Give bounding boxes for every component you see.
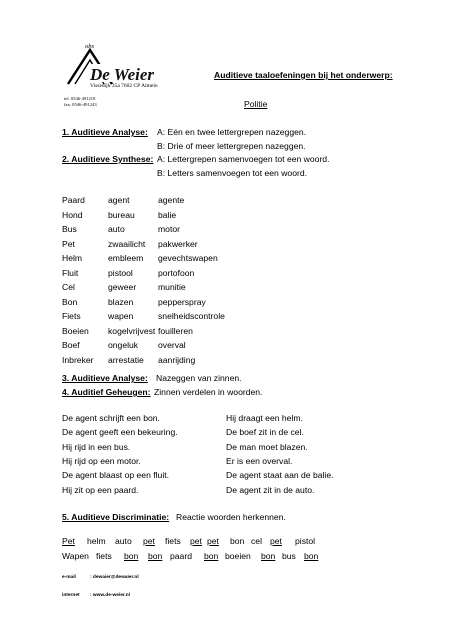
word-cell: Inbreker <box>62 354 94 365</box>
discrimination-word: bon <box>304 551 319 561</box>
word-cell: Hond <box>62 209 83 220</box>
word-cell: auto <box>108 224 125 234</box>
section-5-label: 5. Auditieve Discriminatie: <box>62 512 170 522</box>
word-cell: blazen <box>108 296 134 307</box>
discrimination-word: bus <box>282 551 296 561</box>
word-cell: Boef <box>62 340 80 350</box>
sentence-item: Hij rijd op een motor. <box>62 455 141 466</box>
word-cell: embleem <box>108 253 144 263</box>
word-cell: kogelvrijvest <box>108 325 156 336</box>
word-cell: wapen <box>108 311 134 321</box>
discrimination-word: pet <box>270 536 282 546</box>
sentence-item: Hij zit op een paard. <box>62 484 139 495</box>
word-cell: pistool <box>108 267 133 278</box>
discrimination-word: helm <box>87 536 106 546</box>
section-2-a: A: Lettergrepen samenvoegen tot een woord. <box>157 154 330 164</box>
logo-school-name: De Weier <box>90 65 155 84</box>
word-cell: Fiets <box>62 311 81 321</box>
discrimination-word: boeien <box>225 551 251 561</box>
school-logo <box>62 40 174 110</box>
word-cell: arrestatie <box>108 354 144 365</box>
logo-contact <box>64 96 97 108</box>
sentence-item: De agent staat aan de balie. <box>226 470 334 481</box>
word-cell: Boeien <box>62 325 89 336</box>
section-1-label: 1. Auditieve Analyse: <box>62 127 148 137</box>
sentence-item: Hij draagt een helm. <box>226 413 303 423</box>
word-cell: balie <box>158 209 177 220</box>
logo-obs-label: obs <box>85 43 95 50</box>
section-1-b: B: Drie of meer lettergrepen nazeggen. <box>157 141 306 151</box>
sentence-item: De agent geeft een bekeuring. <box>62 427 178 438</box>
word-cell: ongeluk <box>108 340 139 350</box>
word-cell: munitie <box>158 282 186 292</box>
word-cell: Paard <box>62 195 85 205</box>
word-cell: fouilleren <box>158 325 193 336</box>
word-cell: aanrijding <box>158 354 196 365</box>
discrimination-word: pet <box>143 536 155 546</box>
sentence-item: De agent schrijft een bon. <box>62 413 160 423</box>
word-cell: pepperspray <box>158 296 206 307</box>
section-1-a: A: Eén en twee lettergrepen nazeggen. <box>157 127 307 137</box>
word-cell: Bus <box>62 224 77 234</box>
sentence-item: De boef zit in de cel. <box>226 427 304 438</box>
word-cell: Pet <box>62 238 75 249</box>
discrimination-word: Pet <box>62 536 75 546</box>
discrimination-word: bon <box>230 536 245 546</box>
section-5-text: Reactie woorden herkennen. <box>176 512 286 522</box>
word-cell: bureau <box>108 209 135 220</box>
word-cell: motor <box>158 224 180 234</box>
discrimination-word: cel <box>251 536 262 546</box>
word-cell: Fluit <box>62 267 79 278</box>
discrimination-word: pet <box>207 536 219 546</box>
word-cell: geweer <box>108 282 137 292</box>
footer-internet-label: internet <box>62 593 80 598</box>
sentence-item: Hij rijd in een bus. <box>62 441 131 452</box>
discrimination-word: bon <box>261 551 276 561</box>
word-cell: Bon <box>62 296 78 307</box>
section-4-label: 4. Auditief Geheugen: <box>62 387 151 397</box>
discrimination-word: bon <box>204 551 219 561</box>
footer-internet-value: : www.de-weier.nl <box>90 593 131 598</box>
discrimination-word: pet <box>190 536 202 546</box>
discrimination-word: fiets <box>165 536 181 546</box>
section-3-label: 3. Auditieve Analyse: <box>62 373 148 383</box>
document-title: Auditieve taaloefeningen bij het onderwerp: <box>214 70 393 80</box>
word-cell: agent <box>108 195 130 205</box>
section-4-text: Zinnen verdelen in woorden. <box>154 387 263 397</box>
sentence-item: De agent zit in de auto. <box>226 484 315 495</box>
word-cell: snelheidscontrole <box>158 311 225 321</box>
word-cell: Helm <box>62 253 83 263</box>
discrimination-word: Wapen <box>62 551 89 561</box>
logo-tel: tel. 0546-491218 <box>64 96 96 101</box>
sentence-item: De agent blaast op een fluit. <box>62 470 170 481</box>
word-cell: pakwerker <box>158 238 198 249</box>
section-2-b: B: Letters samenvoegen tot een woord. <box>157 168 308 178</box>
discrimination-word: auto <box>115 536 132 546</box>
discrimination-word: fiets <box>96 551 112 561</box>
discrimination-word: bon <box>124 551 139 561</box>
word-cell: gevechtswapen <box>158 253 218 263</box>
footer-email-value: : dewaier@dewaier.nl <box>90 575 139 580</box>
footer-email-label: e-mail <box>62 575 76 580</box>
sentence-item: Er is een overval. <box>226 455 293 466</box>
document-subject: Politie <box>244 99 268 109</box>
word-cell: overval <box>158 340 186 350</box>
logo-fax: fax. 0546-491243 <box>64 102 97 107</box>
discrimination-word: pistol <box>295 536 316 546</box>
word-cell: zwaailicht <box>108 238 146 249</box>
word-cell: agente <box>158 195 185 205</box>
section-2-label: 2. Auditieve Synthese: <box>62 154 154 164</box>
section-3-text: Nazeggen van zinnen. <box>156 373 242 383</box>
logo-address: Vissedijk 35a 7602 CP Almelo <box>90 83 158 89</box>
sentence-item: De man moet blazen. <box>226 441 308 452</box>
discrimination-word: bon <box>148 551 163 561</box>
discrimination-word: paard <box>170 551 192 561</box>
word-cell: portofoon <box>158 267 195 278</box>
word-cell: Cel <box>62 282 75 292</box>
